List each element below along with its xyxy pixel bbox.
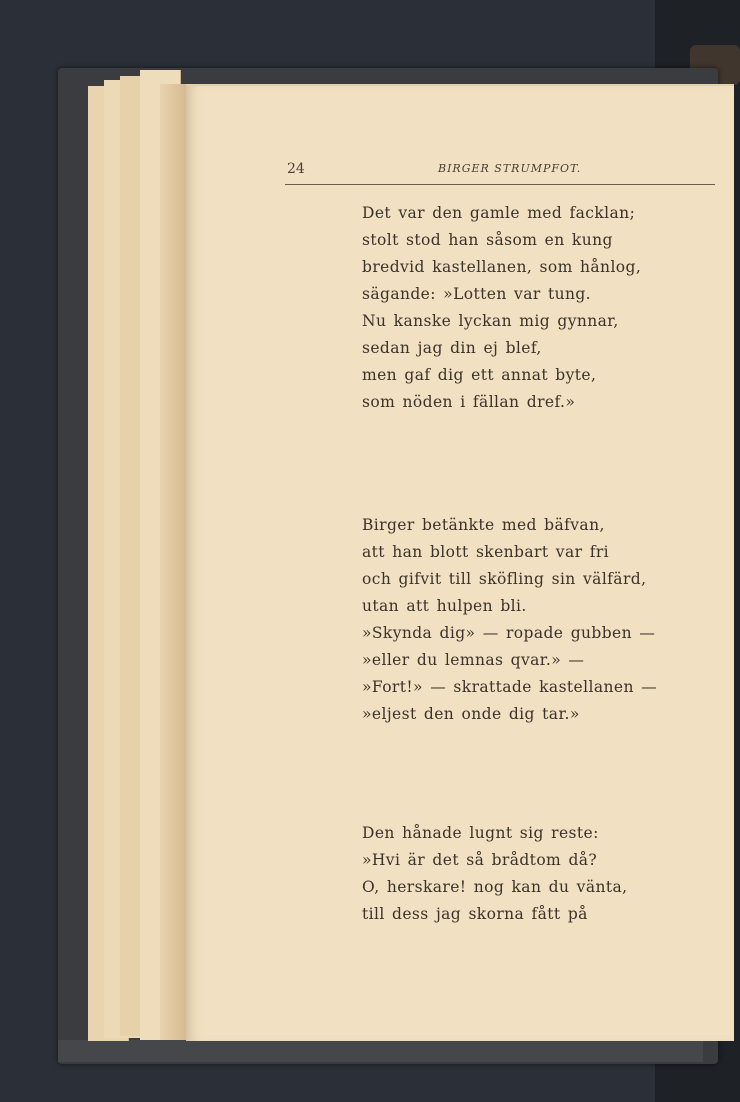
verse-line: Birger betänkte med bäfvan, <box>362 516 605 534</box>
verse-line: Nu kanske lyckan mig gynnar, <box>362 312 619 330</box>
verse-line: stolt stod han såsom en kung <box>362 231 613 249</box>
verse-line: »eljest den onde dig tar.» <box>362 705 580 723</box>
verse-line: sägande: »Lotten var tung. <box>362 285 592 303</box>
verse-line: att han blott skenbart var fri <box>362 543 610 561</box>
verse-line: »Hvi är det så brådtom då? <box>362 851 598 869</box>
verse-line: bredvid kastellanen, som hånlog, <box>362 258 642 276</box>
stanza-3 <box>362 820 627 928</box>
verse-line: men gaf dig ett annat byte, <box>362 366 597 384</box>
stanza-2 <box>362 512 657 728</box>
header-rule <box>285 184 715 185</box>
verse-line: »Fort!» — skrattade kastellanen — <box>362 678 658 696</box>
cover-bottom-edge <box>58 1040 703 1062</box>
verse-line: som nöden i fällan dref.» <box>362 393 576 411</box>
page-number: 24 <box>287 161 305 177</box>
verse-line: sedan jag din ej blef, <box>362 339 542 357</box>
verse-line: Det var den gamle med facklan; <box>362 204 636 222</box>
verse-line: utan att hulpen bli. <box>362 597 527 615</box>
verse-line: och gifvit till sköfling sin välfärd, <box>362 570 647 588</box>
verse-line: till dess jag skorna fått på <box>362 905 588 923</box>
verse-line: »eller du lemnas qvar.» — <box>362 651 585 669</box>
running-title: BIRGER STRUMPFOT. <box>438 162 582 175</box>
verse-line: Den hånade lugnt sig reste: <box>362 824 599 842</box>
verse-line: O, herskare! nog kan du vänta, <box>362 878 628 896</box>
verse-line: »Skynda dig» — ropade gubben — <box>362 624 656 642</box>
stanza-1 <box>362 200 641 416</box>
